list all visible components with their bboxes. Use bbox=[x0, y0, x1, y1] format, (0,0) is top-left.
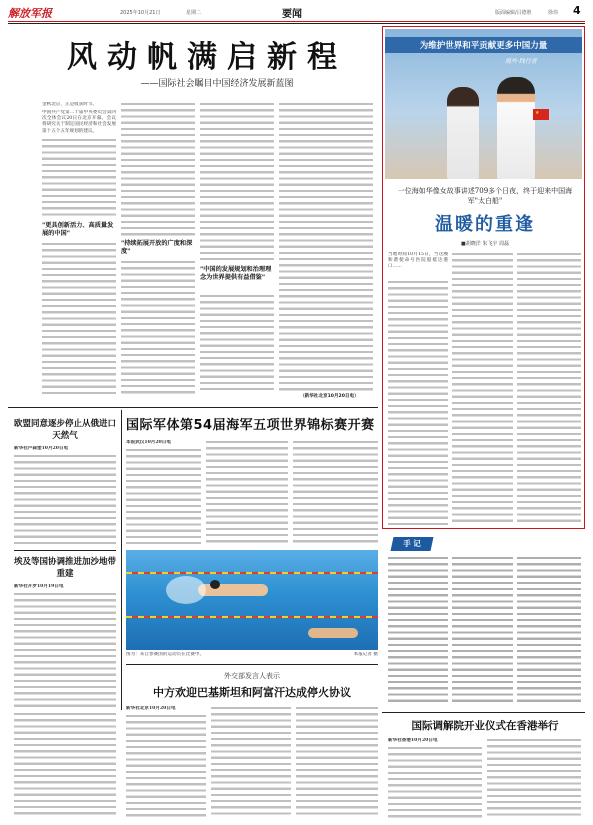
feature-column-tag: 海外·践行者 bbox=[505, 58, 537, 65]
europe-dateline: 新华社卢森堡10月20日电 bbox=[14, 446, 69, 451]
feature-byline: ■胡晓洋 朱飞宇 周磊 bbox=[461, 241, 509, 247]
feature-title: 温暖的重逢 bbox=[435, 214, 535, 235]
section-divider bbox=[8, 407, 378, 408]
europe-body-text bbox=[14, 454, 116, 546]
lead-subheading: "持续拓展开放的广度和深度" bbox=[121, 240, 193, 255]
lead-body-text bbox=[42, 138, 116, 218]
gaza-headline: 埃及等国协调推进加沙地带重建 bbox=[14, 557, 117, 579]
feature-paragraph: 当地时间10月15日，当这艘和谐使命号医院船抵达港口…… bbox=[388, 252, 448, 270]
swim-headline: 国际军体第54届海军五项世界锦标赛开赛 bbox=[126, 418, 375, 433]
section-name: 要闻 bbox=[282, 9, 302, 20]
section-divider bbox=[382, 712, 585, 713]
issue-weekday: 星期二 bbox=[186, 10, 202, 16]
lead-body-text bbox=[42, 242, 116, 394]
europe-headline: 欧盟同意逐步停止从俄进口天然气 bbox=[14, 419, 117, 441]
gaza-body-text bbox=[14, 592, 116, 708]
lead-body-text bbox=[121, 260, 195, 394]
diplomacy-body-text bbox=[211, 706, 291, 818]
swim-body-text bbox=[206, 440, 288, 544]
essay-label: 手 记 bbox=[403, 539, 421, 548]
page-designer: 徐伟 bbox=[548, 10, 559, 16]
essay-body-text bbox=[388, 556, 448, 706]
lead-body-text bbox=[121, 102, 195, 238]
lead-subheading: "更具创新活力、高质量发展的中国" bbox=[42, 222, 114, 237]
water-splash bbox=[166, 576, 206, 604]
diplomacy-dateline: 新华社北京10月20日电 bbox=[126, 706, 176, 711]
section-divider bbox=[126, 664, 378, 665]
diplomacy-body-text bbox=[126, 714, 206, 818]
swim-caption: 图为：来自参赛国的运动员在比赛中。 bbox=[126, 652, 205, 657]
feature-body-text bbox=[452, 252, 513, 526]
swim-photo-credit: 本报记者 摄 bbox=[353, 652, 378, 657]
swimmer bbox=[198, 584, 268, 596]
swimmer bbox=[308, 628, 358, 638]
lead-paragraph: 中国共产党第二十届中央委员会第四次全体会议20日在北京开幕。会议将研究关于制定国民经济和社会发展第十五个五年规划的建议。 bbox=[42, 110, 116, 134]
header-rule bbox=[8, 21, 585, 22]
brief-body-text bbox=[14, 712, 116, 818]
lead-paragraph: 金秋北京，正是收获时节。 bbox=[42, 102, 98, 107]
lead-dateline: （新华社北京10月20日电） bbox=[300, 394, 359, 399]
photo-person bbox=[497, 77, 535, 179]
swim-photo bbox=[126, 550, 378, 650]
feature-body-text bbox=[388, 280, 448, 526]
swim-body-text bbox=[126, 448, 201, 544]
lead-subhead: ——国际社会瞩目中国经济发展新蓝图 bbox=[140, 79, 294, 89]
header-rule-thin bbox=[8, 23, 585, 24]
page-header bbox=[8, 6, 585, 20]
page-editor: 版面编辑/吕德胜 bbox=[495, 10, 532, 16]
diplomacy-headline: 中方欢迎巴基斯坦和阿富汗达成停火协议 bbox=[153, 686, 351, 699]
masthead-logo: 解放军报 bbox=[8, 7, 52, 20]
hk-body-text bbox=[487, 738, 581, 818]
pool-lane-rope bbox=[126, 616, 378, 618]
page-number: 4 bbox=[573, 4, 581, 17]
lead-body-text bbox=[279, 102, 373, 392]
swim-dateline: 本报武汉10月20日电 bbox=[126, 440, 171, 445]
hk-dateline: 新华社香港10月20日电 bbox=[388, 738, 438, 743]
feature-body-text bbox=[517, 252, 581, 526]
photo-person bbox=[447, 87, 479, 179]
gaza-dateline: 新华社开罗10月19日电 bbox=[14, 584, 64, 589]
lead-headline: 风动帆满启新程 bbox=[67, 40, 347, 75]
essay-body-text bbox=[517, 556, 581, 706]
feature-banner: 为维护世界和平贡献更多中国力量 bbox=[385, 37, 582, 53]
diplomacy-kicker: 外交部发言人表示 bbox=[224, 672, 280, 680]
lead-body-text bbox=[200, 294, 274, 394]
lead-subheading: "中国的发展规划和治理理念为世界提供有益借鉴" bbox=[200, 266, 272, 281]
pool-lane-rope bbox=[126, 572, 378, 574]
hk-headline: 国际调解院开业仪式在香港举行 bbox=[411, 720, 559, 732]
issue-date: 2025年10月21日 bbox=[120, 10, 161, 16]
diplomacy-body-text bbox=[296, 706, 378, 818]
hk-body-text bbox=[388, 746, 482, 818]
swim-body-text bbox=[293, 440, 378, 544]
feature-kicker: 一位海如华像女故事讲述709多个日夜，终于迎来中国海军"太白船" bbox=[397, 187, 573, 205]
essay-body-text bbox=[452, 556, 513, 706]
brief-divider bbox=[14, 550, 116, 551]
lead-body-text bbox=[200, 102, 274, 262]
swimmer bbox=[210, 580, 220, 589]
brief-divider bbox=[121, 410, 122, 710]
flag-icon: ★ bbox=[533, 109, 549, 120]
feature-photo bbox=[385, 29, 582, 179]
